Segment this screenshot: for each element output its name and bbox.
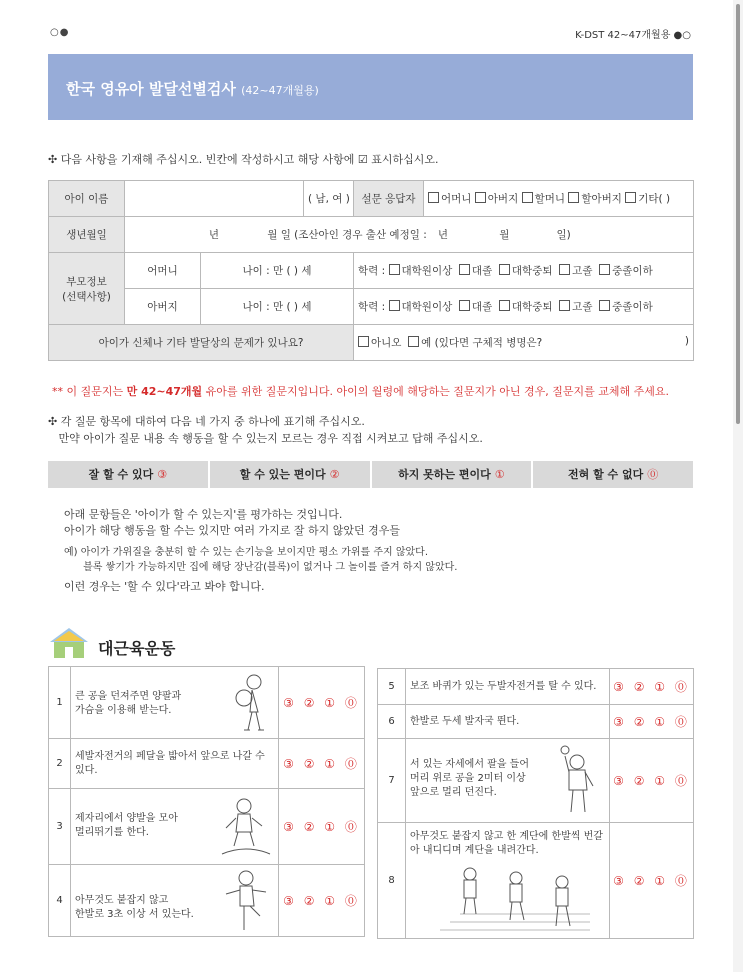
house-icon bbox=[48, 626, 90, 660]
question-number: 8 bbox=[378, 823, 406, 939]
scale-2: 할 수 있는 편이다 ② bbox=[210, 461, 370, 488]
checkbox-edu[interactable]: 대학중퇴 bbox=[499, 265, 553, 277]
checkbox-yes[interactable]: 예 (있다면 구체적 병명은? bbox=[408, 337, 542, 349]
health-answer: 아니오 예 (있다면 구체적 병명은? ) bbox=[354, 325, 694, 361]
questions-left bbox=[48, 666, 365, 937]
score-options[interactable]: ③ ② ① ⓪ bbox=[610, 705, 694, 739]
question-number: 7 bbox=[378, 739, 406, 823]
score-options[interactable]: ③ ② ① ⓪ bbox=[279, 667, 365, 739]
health-question: 아이가 신체나 기타 발달상의 문제가 있나요? bbox=[49, 325, 354, 361]
checkbox-edu[interactable]: 대졸 bbox=[459, 301, 492, 313]
checkbox-grandmother[interactable]: 할머니 bbox=[522, 193, 565, 205]
instruction-scale-1: ✣ 각 질문 항목에 대하여 다음 네 가지 중 하나에 표기해 주십시오. bbox=[48, 415, 365, 428]
question-text: 큰 공을 던져주면 양팔과 가슴을 이용해 받는다. bbox=[71, 667, 279, 739]
mother-education: 학력 : 대학원이상 대졸 대학중퇴 고졸 중졸이하 bbox=[354, 253, 694, 289]
checkbox-other[interactable]: 기타( ) bbox=[625, 193, 670, 205]
scrollbar[interactable] bbox=[733, 0, 743, 972]
child-one-leg-figure bbox=[220, 868, 270, 934]
question-number: 3 bbox=[49, 789, 71, 865]
title-banner bbox=[48, 54, 693, 120]
page-dots: ○● bbox=[50, 27, 70, 38]
scrollbar-thumb[interactable] bbox=[736, 4, 740, 424]
page-title: 한국 영유아 발달선별검사 (42~47개월용) bbox=[66, 80, 319, 98]
checkbox-edu[interactable]: 대학중퇴 bbox=[499, 301, 553, 313]
score-options[interactable]: ③ ② ① ⓪ bbox=[279, 789, 365, 865]
checkbox-edu[interactable]: 고졸 bbox=[559, 265, 592, 277]
checkbox-no[interactable]: 아니오 bbox=[358, 337, 401, 349]
checkbox-father[interactable]: 아버지 bbox=[475, 193, 518, 205]
respondent-options bbox=[424, 181, 694, 217]
explain-line: 아이가 해당 행동을 할 수는 있지만 여러 가지로 잘 하지 않았던 경우들 bbox=[64, 524, 400, 537]
scale-1: 하지 못하는 편이다 ① bbox=[372, 461, 532, 488]
instruction-fill: ✣ 다음 사항을 기재해 주십시오. 빈칸에 작성하시고 해당 사항에 ☑ 표시하십시오. bbox=[48, 153, 439, 166]
scale-0: 전혀 할 수 없다 ⓪ bbox=[533, 461, 693, 488]
question-text: 세발자전거의 페달을 밟아서 앞으로 나갈 수 있다. bbox=[71, 739, 279, 789]
explain-example: 블록 쌓기가 가능하지만 집에 해당 장난감(블록)이 없거나 그 놀이를 즐겨 하지 않았다. bbox=[64, 562, 458, 573]
score-options[interactable]: ③ ② ① ⓪ bbox=[279, 865, 365, 937]
checkbox-edu[interactable]: 중졸이하 bbox=[599, 265, 653, 277]
explain-line: 아래 문항들은 '아이가 할 수 있는지'를 평가하는 것입니다. bbox=[64, 508, 343, 521]
scale-3: 잘 할 수 있다 ③ bbox=[48, 461, 208, 488]
score-options[interactable]: ③ ② ① ⓪ bbox=[610, 739, 694, 823]
instruction-scale-2: 만약 아이가 질문 내용 속 행동을 할 수 있는지 모르는 경우 직접 시켜보고 답해 주십시오. bbox=[48, 432, 483, 445]
checkbox-edu[interactable]: 대학원이상 bbox=[389, 301, 453, 313]
explain-example: 예) 아이가 가위질을 충분히 할 수 있는 손기능을 보이지만 평소 가위를 주지 않았다. bbox=[64, 547, 429, 558]
question-text: 보조 바퀴가 있는 두발자전거를 탈 수 있다. bbox=[406, 669, 610, 705]
checkbox-edu[interactable]: 대학원이상 bbox=[389, 265, 453, 277]
question-text: 제자리에서 양발을 모아 멀리뛰기를 한다. bbox=[71, 789, 279, 865]
mother-label: 어머니 bbox=[125, 253, 201, 289]
child-stairs-figure bbox=[440, 864, 590, 934]
question-number: 1 bbox=[49, 667, 71, 739]
info-form bbox=[48, 180, 694, 361]
child-name-input[interactable] bbox=[125, 181, 304, 217]
question-number: 4 bbox=[49, 865, 71, 937]
questions-right bbox=[377, 668, 694, 939]
form-code: K-DST 42~47개월용 ●○ bbox=[575, 30, 691, 41]
child-catching-ball-figure bbox=[228, 672, 274, 736]
checkbox-edu[interactable]: 중졸이하 bbox=[599, 301, 653, 313]
question-text: 아무것도 붙잡지 않고 한 계단에 한발씩 번갈아 내디디며 계단을 내려간다. bbox=[406, 823, 610, 939]
age-note: ** 이 질문지는 만 42~47개월 유아를 위한 질문지입니다. 아이의 월령에 해당하는 질문지가 아닌 경우, 질문지를 교체해 주세요. bbox=[52, 385, 670, 398]
score-options[interactable]: ③ ② ① ⓪ bbox=[610, 669, 694, 705]
question-text: 아무것도 붙잡지 않고 한발로 3초 이상 서 있는다. bbox=[71, 865, 279, 937]
score-options[interactable]: ③ ② ① ⓪ bbox=[610, 823, 694, 939]
checkbox-grandfather[interactable]: 할아버지 bbox=[568, 193, 622, 205]
question-number: 2 bbox=[49, 739, 71, 789]
respondent-label: 설문 응답자 bbox=[354, 181, 424, 217]
father-label: 아버지 bbox=[125, 289, 201, 325]
parent-info-label: 부모정보 (선택사항) bbox=[49, 253, 125, 325]
question-number: 6 bbox=[378, 705, 406, 739]
explain-line: 이런 경우는 '할 수 있다'라고 봐야 합니다. bbox=[64, 580, 265, 593]
section-title: 대근육운동 bbox=[98, 639, 176, 658]
child-throwing-figure bbox=[553, 744, 603, 818]
sex-select[interactable]: ( 남, 여 ) bbox=[304, 181, 354, 217]
father-age-input[interactable]: 나이 : 만 ( ) 세 bbox=[201, 289, 354, 325]
score-options[interactable]: ③ ② ① ⓪ bbox=[279, 739, 365, 789]
dob-label: 생년월일 bbox=[49, 217, 125, 253]
checkbox-mother[interactable]: 어머니 bbox=[428, 193, 471, 205]
mother-age-input[interactable]: 나이 : 만 ( ) 세 bbox=[201, 253, 354, 289]
checkbox-edu[interactable]: 대졸 bbox=[459, 265, 492, 277]
question-text: 서 있는 자세에서 팔을 들어 머리 위로 공을 2미터 이상 앞으로 멀리 던진다. bbox=[406, 739, 610, 823]
question-number: 5 bbox=[378, 669, 406, 705]
dob-input[interactable]: 년 월 일 (조산아인 경우 출산 예정일 : 년 월 일) bbox=[125, 217, 694, 253]
checkbox-edu[interactable]: 고졸 bbox=[559, 301, 592, 313]
rating-scale bbox=[48, 461, 693, 488]
child-name-label: 아이 이름 bbox=[49, 181, 125, 217]
father-education: 학력 : 대학원이상 대졸 대학중퇴 고졸 중졸이하 bbox=[354, 289, 694, 325]
child-jumping-figure bbox=[220, 796, 272, 860]
question-text: 한발로 두세 발자국 뛴다. bbox=[406, 705, 610, 739]
